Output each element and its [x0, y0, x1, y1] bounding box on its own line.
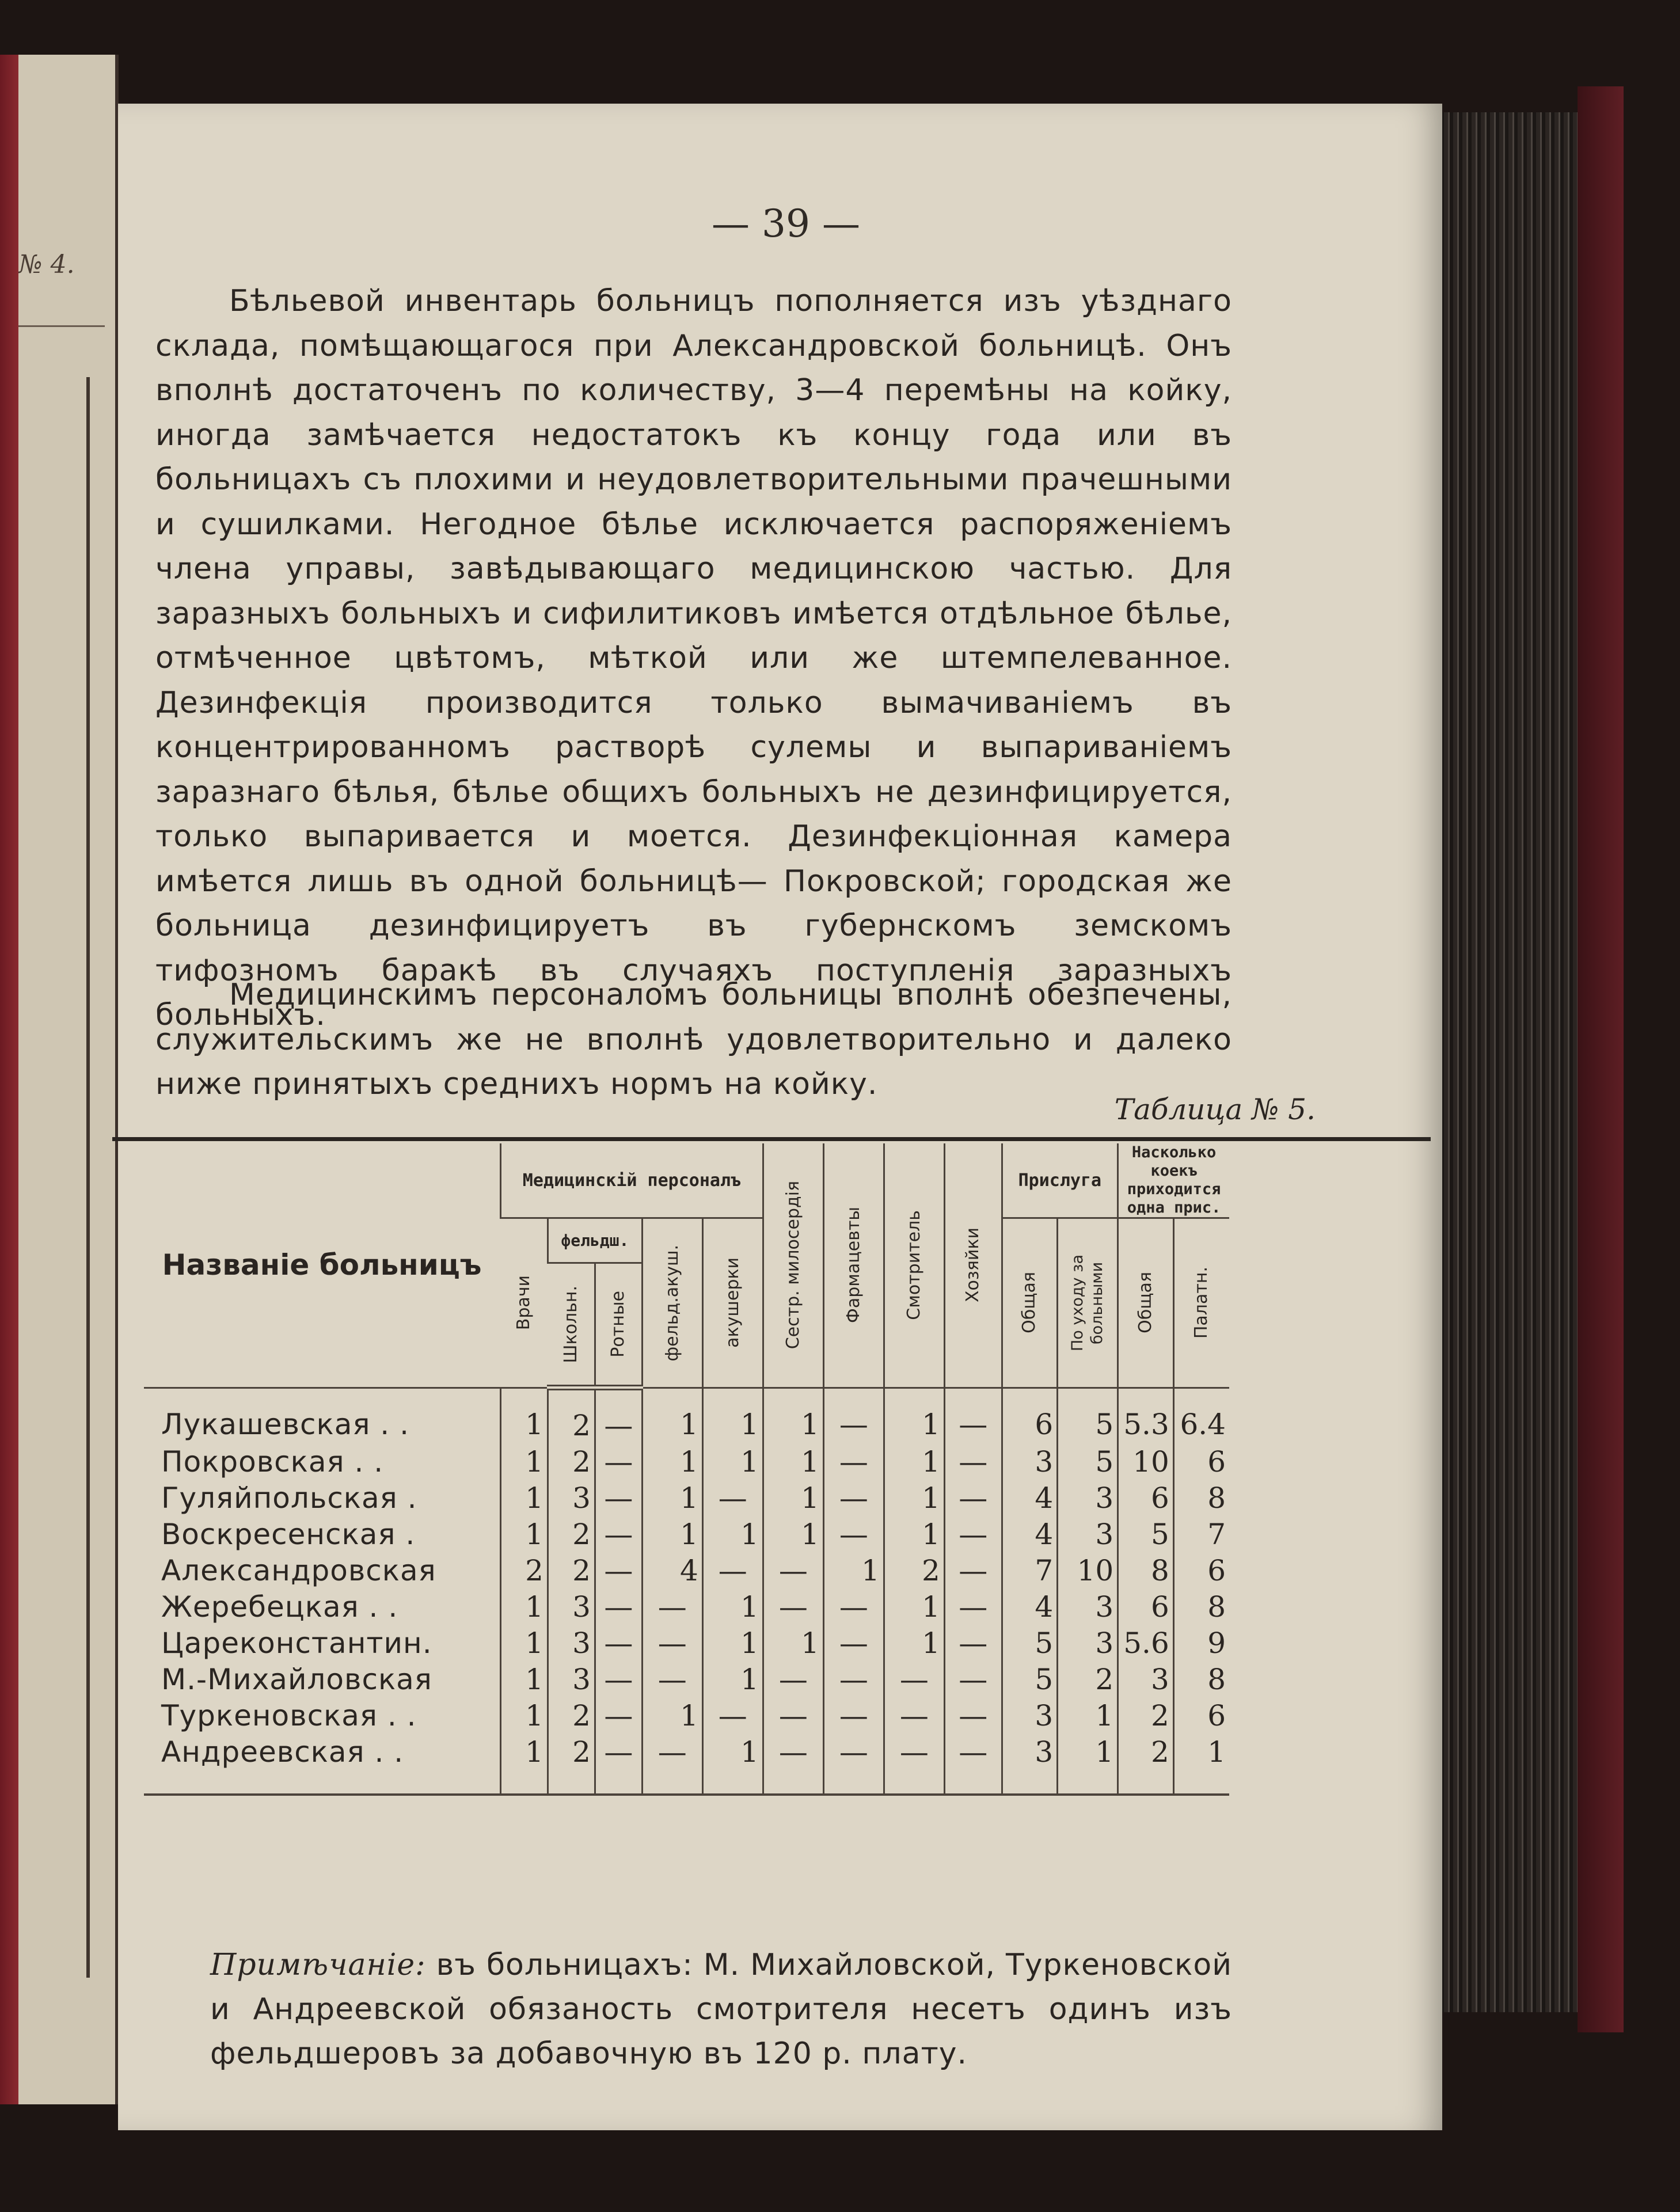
- table-cell: 6: [1173, 1698, 1229, 1734]
- table-cell: 1: [702, 1734, 763, 1795]
- col-header-beds-ward: Палатн.: [1173, 1218, 1229, 1388]
- hospital-name: Жеребецкая . .: [161, 1590, 398, 1624]
- table-cell: —: [823, 1388, 884, 1444]
- table-cell: —: [595, 1625, 642, 1662]
- table-cell: —: [595, 1388, 642, 1444]
- table-cell: 6: [1118, 1480, 1174, 1517]
- table-cell: 3: [1118, 1662, 1174, 1698]
- col-header-sisters: Сестр. милосердія: [763, 1143, 823, 1388]
- table-cell: 2: [501, 1553, 548, 1589]
- left-cover-strip: [0, 55, 18, 2104]
- hospital-name: Туркеновская . .: [161, 1699, 417, 1732]
- table-cell: 1: [763, 1625, 823, 1662]
- table-row: [144, 1480, 1229, 1517]
- table-cell: 10: [1118, 1444, 1174, 1480]
- col-header-doctors: Врачи: [501, 1218, 548, 1388]
- table-cell: 8: [1173, 1589, 1229, 1625]
- table-cell: 1: [501, 1517, 548, 1553]
- table-cell: 1: [501, 1662, 548, 1698]
- table-cell: —: [823, 1589, 884, 1625]
- table-row: [144, 1734, 1229, 1795]
- table-cell: 5: [1058, 1444, 1118, 1480]
- table-cell: 1: [1173, 1734, 1229, 1795]
- table-cell: —: [823, 1625, 884, 1662]
- table-cell: —: [763, 1734, 823, 1795]
- table-cell: 1: [501, 1388, 548, 1444]
- hospital-name-header: Названіе больницъ: [144, 1143, 501, 1388]
- col-header-servants-care: По уходу за больными: [1058, 1218, 1118, 1388]
- table-cell: —: [642, 1734, 702, 1795]
- table-cell: 1: [642, 1388, 702, 1444]
- table-row: [144, 1553, 1229, 1589]
- hospital-name: Гуляйпольская .: [161, 1481, 417, 1515]
- table-cell: 2: [548, 1444, 595, 1480]
- table-cell: —: [763, 1698, 823, 1734]
- table-cell: 5.6: [1118, 1625, 1174, 1662]
- table-cell: —: [702, 1480, 763, 1517]
- table-cell: —: [944, 1517, 1002, 1553]
- hospital-name: М.-Михайловская: [161, 1663, 432, 1696]
- table-cell: 2: [1118, 1734, 1174, 1795]
- table-cell: 1: [884, 1589, 944, 1625]
- page-number: — 39 —: [712, 202, 860, 246]
- table-cell: 5.3: [1118, 1388, 1174, 1444]
- col-header-school: Школьн.: [548, 1263, 595, 1388]
- table-row: [144, 1517, 1229, 1553]
- table-cell: 2: [1118, 1698, 1174, 1734]
- table-cell: 5: [1002, 1662, 1058, 1698]
- table-cell: 1: [884, 1388, 944, 1444]
- table-row: [144, 1698, 1229, 1734]
- table-cell: —: [823, 1734, 884, 1795]
- footnote-label: Примѣчаніе:: [210, 1948, 426, 1982]
- table-cell: —: [884, 1734, 944, 1795]
- table-cell: 1: [1058, 1698, 1118, 1734]
- table-row: [144, 1625, 1229, 1662]
- table-cell: 1: [702, 1517, 763, 1553]
- table-caption: Таблица № 5.: [1114, 1093, 1316, 1126]
- footnote: [210, 1943, 1232, 2076]
- table-cell: 5: [1002, 1625, 1058, 1662]
- table-cell: —: [642, 1625, 702, 1662]
- col-header-company: Ротные: [595, 1263, 642, 1388]
- table-cell: 1: [763, 1444, 823, 1480]
- table-cell: 2: [548, 1734, 595, 1795]
- table-cell: 1: [884, 1444, 944, 1480]
- table-cell: 3: [548, 1480, 595, 1517]
- table-cell: 3: [548, 1662, 595, 1698]
- table-cell: 5: [1058, 1388, 1118, 1444]
- table-cell: —: [595, 1662, 642, 1698]
- table-cell: 2: [884, 1553, 944, 1589]
- table-cell: —: [595, 1734, 642, 1795]
- table-cell: —: [944, 1734, 1002, 1795]
- table-top-rule: [112, 1137, 1431, 1141]
- table-cell: 1: [884, 1625, 944, 1662]
- table-cell: 1: [501, 1444, 548, 1480]
- hospital-name: Андреевская . .: [161, 1735, 404, 1769]
- table-cell: 1: [642, 1517, 702, 1553]
- hospital-name: Покровская . .: [161, 1445, 384, 1479]
- hospital-name: Цареконстантин.: [161, 1626, 432, 1660]
- table-cell: —: [944, 1388, 1002, 1444]
- medical-staff-header: Медицинскій персоналъ: [501, 1143, 763, 1218]
- table-cell: 3: [1058, 1517, 1118, 1553]
- table-cell: 6: [1173, 1553, 1229, 1589]
- table-cell: —: [944, 1698, 1002, 1734]
- table-cell: —: [595, 1553, 642, 1589]
- table-cell: 9: [1173, 1625, 1229, 1662]
- table-cell: 8: [1173, 1480, 1229, 1517]
- table-cell: 6: [1173, 1444, 1229, 1480]
- table-cell: 1: [1058, 1734, 1118, 1795]
- table-cell: 2: [548, 1517, 595, 1553]
- table-cell: 1: [884, 1517, 944, 1553]
- table-cell: —: [823, 1662, 884, 1698]
- table-cell: —: [763, 1589, 823, 1625]
- table-cell: —: [702, 1553, 763, 1589]
- hospital-name: Лукашевская . .: [161, 1408, 409, 1442]
- table-row: [144, 1444, 1229, 1480]
- table-cell: 1: [501, 1480, 548, 1517]
- table-row: [144, 1662, 1229, 1698]
- table-cell: —: [595, 1698, 642, 1734]
- table-cell: 1: [501, 1734, 548, 1795]
- table-cell: 1: [642, 1480, 702, 1517]
- table-cell: —: [823, 1517, 884, 1553]
- table-cell: 6: [1002, 1388, 1058, 1444]
- table-cell: 4: [1002, 1480, 1058, 1517]
- hospital-name: Воскресенская .: [161, 1518, 416, 1551]
- left-page-fragments: [18, 55, 105, 2104]
- col-header-feldsher-midwife: фельд.акуш.: [642, 1218, 702, 1388]
- left-page-rule: [86, 377, 90, 1978]
- table-cell: 4: [642, 1553, 702, 1589]
- left-page-mark: № 4.: [18, 55, 105, 327]
- table-cell: 2: [548, 1698, 595, 1734]
- book-page: [118, 104, 1442, 2130]
- table-cell: 8: [1118, 1553, 1174, 1589]
- table-cell: 1: [501, 1589, 548, 1625]
- table-cell: —: [884, 1662, 944, 1698]
- table-cell: 7: [1002, 1553, 1058, 1589]
- table-cell: 5: [1118, 1517, 1174, 1553]
- table-cell: —: [944, 1553, 1002, 1589]
- table-cell: —: [944, 1589, 1002, 1625]
- table-cell: —: [763, 1662, 823, 1698]
- table-cell: 10: [1058, 1553, 1118, 1589]
- table-cell: —: [823, 1444, 884, 1480]
- table-cell: —: [595, 1480, 642, 1517]
- table-cell: —: [702, 1698, 763, 1734]
- table-cell: —: [763, 1553, 823, 1589]
- table-cell: —: [884, 1698, 944, 1734]
- table-cell: 8: [1173, 1662, 1229, 1698]
- table-cell: 1: [702, 1388, 763, 1444]
- table-cell: 1: [884, 1480, 944, 1517]
- table-cell: 1: [702, 1444, 763, 1480]
- col-header-beds-total: Общая: [1118, 1218, 1174, 1388]
- table-cell: 1: [501, 1625, 548, 1662]
- table-cell: —: [595, 1444, 642, 1480]
- table-cell: 3: [1058, 1480, 1118, 1517]
- table-cell: 3: [1002, 1698, 1058, 1734]
- servants-header: Прислуга: [1002, 1143, 1118, 1218]
- col-header-pharmacists: Фармацевты: [823, 1143, 884, 1388]
- table-cell: 4: [1002, 1517, 1058, 1553]
- table-cell: 1: [501, 1698, 548, 1734]
- table-cell: 3: [1058, 1589, 1118, 1625]
- table-cell: 7: [1173, 1517, 1229, 1553]
- table-cell: 1: [702, 1625, 763, 1662]
- table-cell: —: [944, 1480, 1002, 1517]
- table-cell: —: [642, 1662, 702, 1698]
- table-cell: 6: [1118, 1589, 1174, 1625]
- col-header-servants-total: Общая: [1002, 1218, 1058, 1388]
- table-cell: 2: [548, 1553, 595, 1589]
- feldsher-header: фельдш.: [548, 1218, 642, 1263]
- table-cell: 1: [763, 1388, 823, 1444]
- table-cell: 1: [763, 1517, 823, 1553]
- table-cell: 3: [548, 1589, 595, 1625]
- table-body: [144, 1388, 1229, 1795]
- table-cell: —: [944, 1662, 1002, 1698]
- table-cell: 6.4: [1173, 1388, 1229, 1444]
- beds-per-servant-header: Насколько коекъ приходится одна прис.: [1118, 1143, 1229, 1218]
- table-cell: 1: [642, 1444, 702, 1480]
- table-cell: 2: [548, 1388, 595, 1444]
- col-header-midwives: акушерки: [702, 1218, 763, 1388]
- hospital-name: Александровская: [161, 1554, 436, 1587]
- col-header-superintendent: Смотритель: [884, 1143, 944, 1388]
- table-cell: 1: [702, 1662, 763, 1698]
- table-cell: 3: [1058, 1625, 1118, 1662]
- table-cell: —: [944, 1625, 1002, 1662]
- table-cell: 2: [1058, 1662, 1118, 1698]
- right-cover-strip: [1578, 86, 1624, 2032]
- col-header-housekeepers: Хозяйки: [944, 1143, 1002, 1388]
- table-cell: 3: [548, 1625, 595, 1662]
- hospital-staff-table: [144, 1143, 1229, 1796]
- table-cell: —: [823, 1698, 884, 1734]
- table-cell: —: [944, 1444, 1002, 1480]
- table-cell: 3: [1002, 1444, 1058, 1480]
- table-cell: 3: [1002, 1734, 1058, 1795]
- table-cell: 1: [702, 1589, 763, 1625]
- table-row: [144, 1589, 1229, 1625]
- table-cell: —: [595, 1517, 642, 1553]
- paragraph-staff: Медицинскимъ персоналомъ больницы вполнѣ обезпечены, служительскимъ же не вполнѣ удовлетворительно и далеко ниже принятыхъ среднихъ нормъ на койку.: [155, 978, 1232, 1101]
- table-cell: 1: [642, 1698, 702, 1734]
- table-cell: 1: [763, 1480, 823, 1517]
- table-cell: 4: [1002, 1589, 1058, 1625]
- paragraph-linen: Бѣльевой инвентарь больницъ пополняется изъ уѣзднаго склада, помѣщающагося при Александровской больницѣ. Онъ вполнѣ достаточенъ по количеству, 3—4 перемѣны на койку, иногда замѣчается недостатокъ къ концу года или въ больницахъ съ плохими и неудовлетворительными прачешными и сушилками. Негодное бѣлье исключается распоряженіемъ члена управы, завѣдывающаго медицинскою частью. Для заразныхъ больныхъ и сифилитиковъ имѣется отдѣльное бѣлье, отмѣченное цвѣтомъ, мѣткой или же штемпелеванное. Дезинфекція производится только вымачиваніемъ въ концентрированномъ растворѣ сулемы и выпариваніемъ заразнаго бѣлья, бѣлье общихъ больныхъ не дезинфицируется, только выпаривается и моется. Дезинфекціонная камера имѣется лишь въ одной больницѣ— Покровской; городская же больница дезинфицируетъ въ губернскомъ земскомъ тифозномъ баракѣ въ случаяхъ поступленія заразныхъ больныхъ.: [155, 284, 1232, 1032]
- table-cell: —: [642, 1589, 702, 1625]
- table-cell: 1: [823, 1553, 884, 1589]
- table-cell: —: [823, 1480, 884, 1517]
- table-cell: —: [595, 1589, 642, 1625]
- footnote-text: въ больницахъ: М. Михайловской, Туркеновской и Андреевской обязаность смотрителя несетъ одинъ изъ фельдшеровъ за добавочную въ 120 р. плату.: [210, 1948, 1232, 2071]
- table-row: [144, 1388, 1229, 1444]
